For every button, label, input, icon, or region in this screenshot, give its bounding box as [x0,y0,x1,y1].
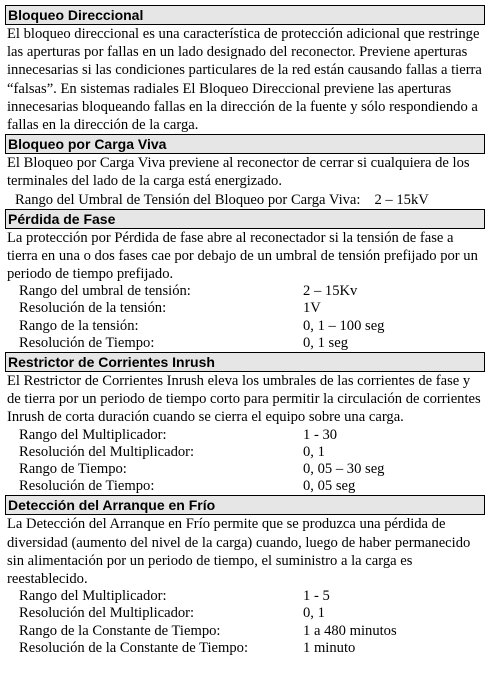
param-value: 1 a 480 minutos [303,622,397,639]
param-label: Rango del Umbral de Tensión del Bloqueo por Carga Viva: [15,191,361,208]
param-label: Resolución del Multiplicador: [19,443,195,460]
param-value: 1 minuto [303,639,356,656]
param-row [5,640,485,657]
section-title-arranque-en-frio: Detección del Arranque en Frío [5,495,485,515]
param-value: 2 – 15Kv [303,283,358,300]
param-value: 0, 1 [303,443,325,460]
param-value: 1 - 30 [303,426,338,443]
param-value: 1 - 5 [303,588,330,605]
param-row [5,444,485,461]
section-paragraph: La protección por Pérdida de fase abre al reconectador si la tensión de fase a tierra en una o dos fases cae por debajo de un umbral de tensión prefijado por un periodo de tiempo prefijado. [7,229,478,283]
param-label: Resolución del Multiplicador: [19,605,195,622]
param-row [5,283,485,300]
param-value: 2 – 15kV [374,191,429,208]
section-title-restrictor-inrush: Restrictor de Corrientes Inrush [5,352,485,372]
param-label: Resolución de la Constante de Tiempo: [19,639,249,656]
param-list [5,427,485,496]
param-row [5,427,485,444]
section-paragraph: El bloqueo direccional es una característica de protección adicional que restringe las aperturas por fallas en un lado designado del reconector. Previene aperturas innecesarias si las condiciones particulares de la red están causando fallas a tierra “falsas”. En sistemas radiales El Bloqueo Direccional previene las aperturas innecesarias bloqueando fallas en la dirección de la fuente y sólo respondiendo a fallas en la dirección de la carga. [7,26,482,134]
document-body [5,5,485,657]
section-title-bloqueo-carga-viva: Bloqueo por Carga Viva [5,134,485,154]
param-label: Resolución de Tiempo: [19,334,155,351]
section-title-bloqueo-direccional: Bloqueo Direccional [5,5,485,25]
param-value: 0, 1 seg [303,334,348,351]
param-value: 0, 05 – 30 seg [303,461,385,478]
param-value: 1V [303,300,321,317]
param-list [5,588,485,657]
section-paragraph: El Bloqueo por Carga Viva previene al reconector de cerrar si cualquiera de los terminales del lado de la carga está energizado. [7,155,470,190]
param-label: Rango de la tensión: [19,317,139,334]
param-label: Resolución de la tensión: [19,300,167,317]
param-label: Resolución de Tiempo: [19,478,155,495]
param-row [5,623,485,640]
section-paragraph: La Detección del Arranque en Frío permite que se produzca una pérdida de diversidad (aumento del nivel de la carga) cuando, luego de haber permanecido sin alimentación por un periodo de tiempo, el suministro a la carga es reestablecido. [7,516,471,588]
section-paragraph: El Restrictor de Corrientes Inrush eleva los umbrales de las corrientes de fase y de tierra por un periodo de tiempo corto para permitir la circulación de corrientes Inrush de corta duración cuando se cierra el equipo sobre una carga. [7,373,481,426]
param-row [5,300,485,317]
param-row [5,478,485,495]
param-label: Rango de la Constante de Tiempo: [19,622,221,639]
param-label: Rango de Tiempo: [19,461,127,478]
section-title-perdida-de-fase: Pérdida de Fase [5,209,485,229]
param-value: 0, 05 seg [303,478,356,495]
param-value: 0, 1 [303,605,325,622]
param-row [5,461,485,478]
param-list [5,283,485,352]
param-value: 0, 1 – 100 seg [303,317,385,334]
param-row [5,335,485,352]
param-row [5,588,485,605]
param-label: Rango del Multiplicador: [19,426,167,443]
param-label: Rango del Multiplicador: [19,588,167,605]
param-row [5,605,485,622]
param-row [5,191,485,209]
param-label: Rango del umbral de tensión: [19,283,191,300]
param-row [5,318,485,335]
